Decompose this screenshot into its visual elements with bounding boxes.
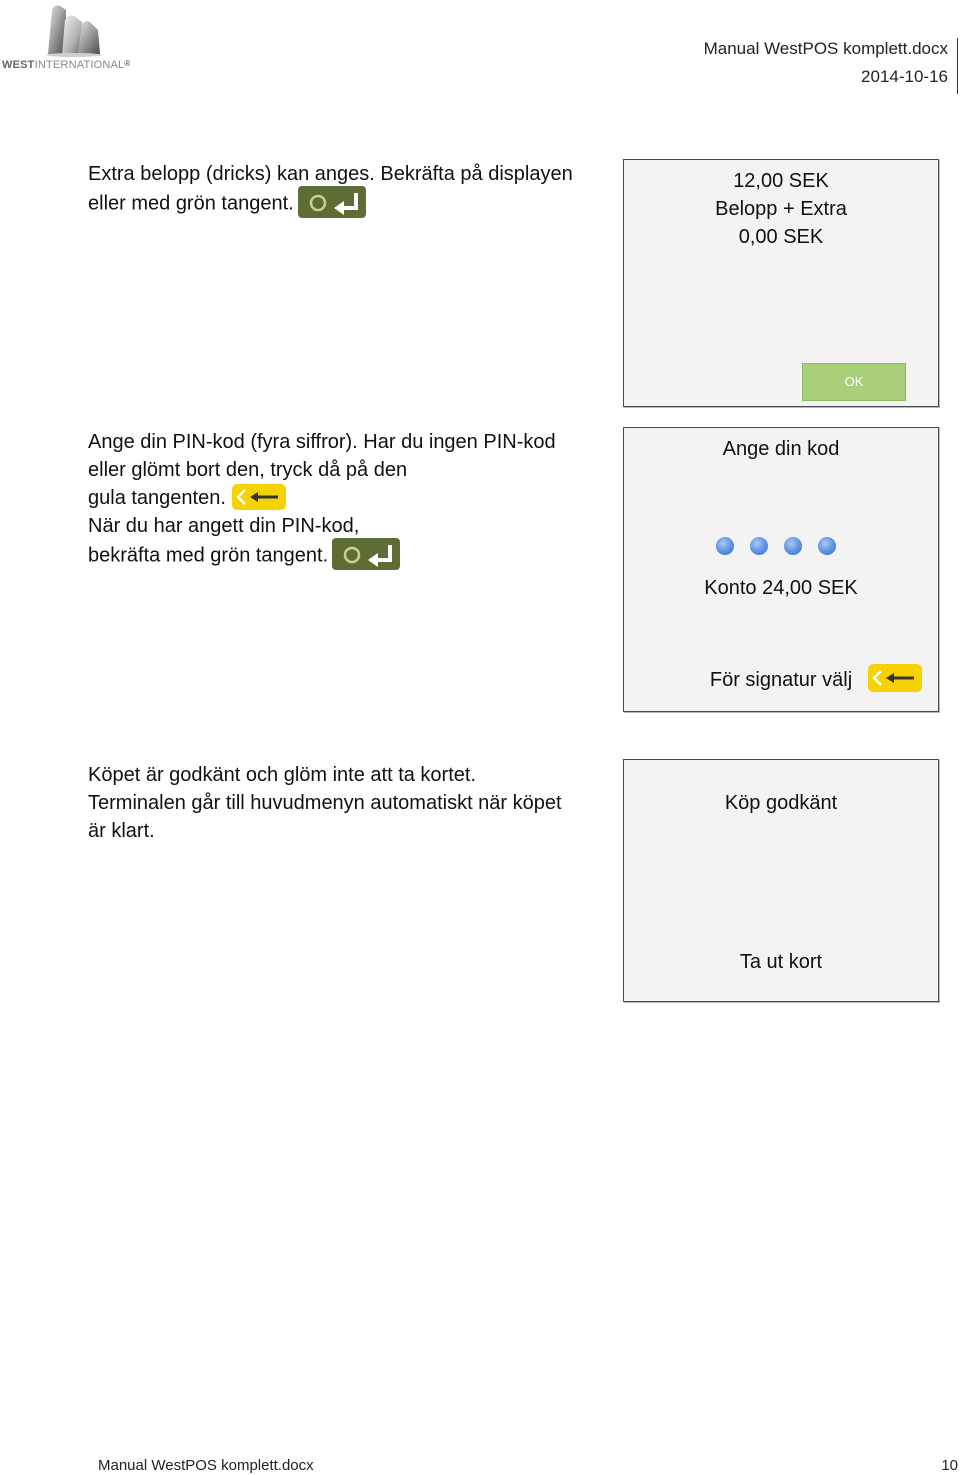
logo-registered-mark: ®: [124, 59, 131, 68]
pin-dot-icon: [818, 537, 836, 555]
section-1-line-2: eller med grön tangent.: [88, 192, 294, 215]
screen-extra-amount: 0,00 SEK: [738, 226, 824, 248]
footer-page-number: 10: [941, 1457, 958, 1474]
section-2-line-4: När du har angett din PIN-kod,: [88, 515, 360, 537]
screen-amount: 12,00 SEK: [733, 170, 829, 192]
section-3-line-1: Köpet är godkänt och glöm inte att ta kortet.: [88, 764, 477, 786]
section-2-line-3: gula tangenten.: [88, 487, 226, 509]
screen-signature-label: För signatur välj: [709, 669, 853, 691]
pin-dot-icon: [716, 537, 734, 555]
logo-text-bold: WEST: [2, 59, 35, 71]
ok-button[interactable]: OK: [802, 363, 906, 401]
green-enter-key-icon: [332, 538, 400, 570]
section-2-text: [88, 428, 608, 572]
terminal-screen-pin: [623, 427, 939, 712]
header-date: 2014-10-16: [861, 67, 948, 86]
yellow-correction-key-icon[interactable]: [868, 664, 922, 692]
screen-remove-card: Ta ut kort: [739, 951, 823, 973]
logo-text-thin: INTERNATIONAL: [34, 59, 125, 71]
pin-dot-icon: [750, 537, 768, 555]
pin-dot-icon: [784, 537, 802, 555]
green-enter-key-icon: [298, 186, 366, 218]
logo-wordmark: [2, 59, 130, 71]
section-3-text: [88, 761, 608, 845]
screen-amount-label: Belopp + Extra: [715, 198, 847, 220]
screen-account: Konto 24,00 SEK: [704, 577, 858, 599]
terminal-screen-approved: [623, 759, 939, 1002]
screen-pin-title: Ange din kod: [722, 438, 840, 460]
section-1-text: [88, 160, 608, 220]
section-2-line-5: bekräfta med grön tangent.: [88, 544, 329, 567]
yellow-correction-key-icon: [232, 484, 286, 510]
terminal-screen-amount: [623, 159, 939, 407]
footer-doc-name: Manual WestPOS komplett.docx: [98, 1457, 314, 1474]
header-rule: [957, 38, 958, 94]
section-2-line-1: Ange din PIN-kod (fyra siffror). Har du ingen PIN-kod: [88, 431, 556, 453]
section-2-line-2: eller glömt bort den, tryck då på den: [88, 459, 408, 481]
header-doc-name: Manual WestPOS komplett.docx: [703, 39, 948, 58]
section-3-line-3: är klart.: [88, 820, 155, 842]
screen-purchase-status: Köp godkänt: [724, 792, 838, 814]
section-3-line-2: Terminalen går till huvudmenyn automatiskt när köpet: [88, 792, 562, 814]
section-1-line-1: Extra belopp (dricks) kan anges. Bekräfta på displayen: [88, 163, 573, 185]
